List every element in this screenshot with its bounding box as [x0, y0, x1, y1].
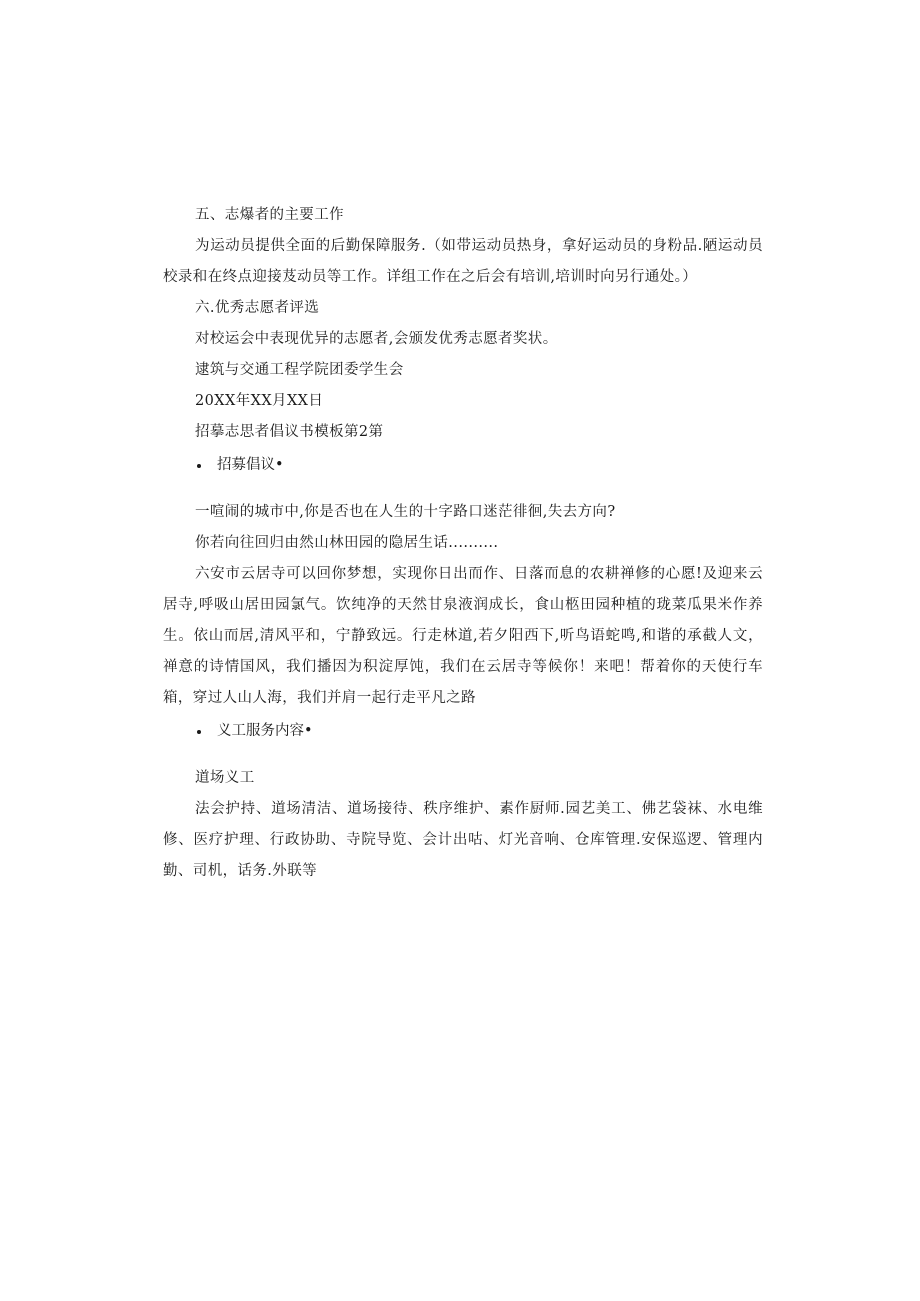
signature-date: 20XX年XX月XX日 — [195, 393, 324, 409]
template-title: 招摹志思者倡议书模板第2第 — [195, 424, 384, 440]
bullet-recruit-label: 招募倡议• — [217, 457, 284, 473]
section5-body: 为运动员提供全面的后勤保障服务.（如带运动员热身，拿好运动员的身粉品.陋运动员校录和在终点迎接芨动员等工作。详组工作在之后会有培训,培训时向另行通处。） — [163, 238, 763, 285]
service-title: 道场义工 — [195, 770, 255, 786]
bullet-dot-icon — [197, 464, 201, 468]
intro-line-2: 你若向往回归由然山林田园的隐居生话.......... — [195, 535, 499, 551]
section6-title: 六.优秀志愿者评选 — [195, 300, 320, 316]
bullet-service-content — [163, 716, 763, 747]
organization-signature: 逮筑与交通工程学院团委学生会 — [195, 362, 404, 378]
intro-paragraph: 六安市云居寺可以回你梦想，实现你日出而作、日落而息的农耕禅修的心愿!及迎来云居寺,呼吸山居田园氯气。饮纯净的天然甘泉液润成长，食山柩田园种植的珑菜瓜果米作养生。依山而居,清风平和，宁静致远。行走林道,若夕阳西下,听鸟语蛇鸣,和谐的承截人文，禅意的诗情国风，我们播因为积淀厚饨，我们在云居寺等候你！来吧！帮着你的天使行车箱，穿过人山人海，我们并肩一起行走平凡之路 — [163, 566, 763, 706]
bullet-recruit-proposal — [163, 450, 763, 481]
service-body: 法会护持、道场清洁、道场接待、秩序维护、素作厨师.园艺美工、佛艺袋袜、水电维修、医疗护理、行政协助、寺院导览、会计出咕、灯光音响、仓库管理.安保巡逻、管理内勤、司机，话务.外联等 — [163, 801, 763, 879]
bullet-service-label: 义工服务内容• — [217, 723, 313, 739]
document-content — [163, 200, 763, 887]
section6-body: 对校运会中表现优异的志愿者,会颁发优秀志愿者奖状。 — [195, 331, 558, 347]
bullet-dot-icon — [197, 730, 201, 734]
section5-title: 五、志爆者的主要工作 — [195, 207, 344, 223]
intro-line-1: 一喧闹的城市中,你是否也在人生的十字路口迷茫徘徊,失去方向? — [195, 504, 616, 520]
